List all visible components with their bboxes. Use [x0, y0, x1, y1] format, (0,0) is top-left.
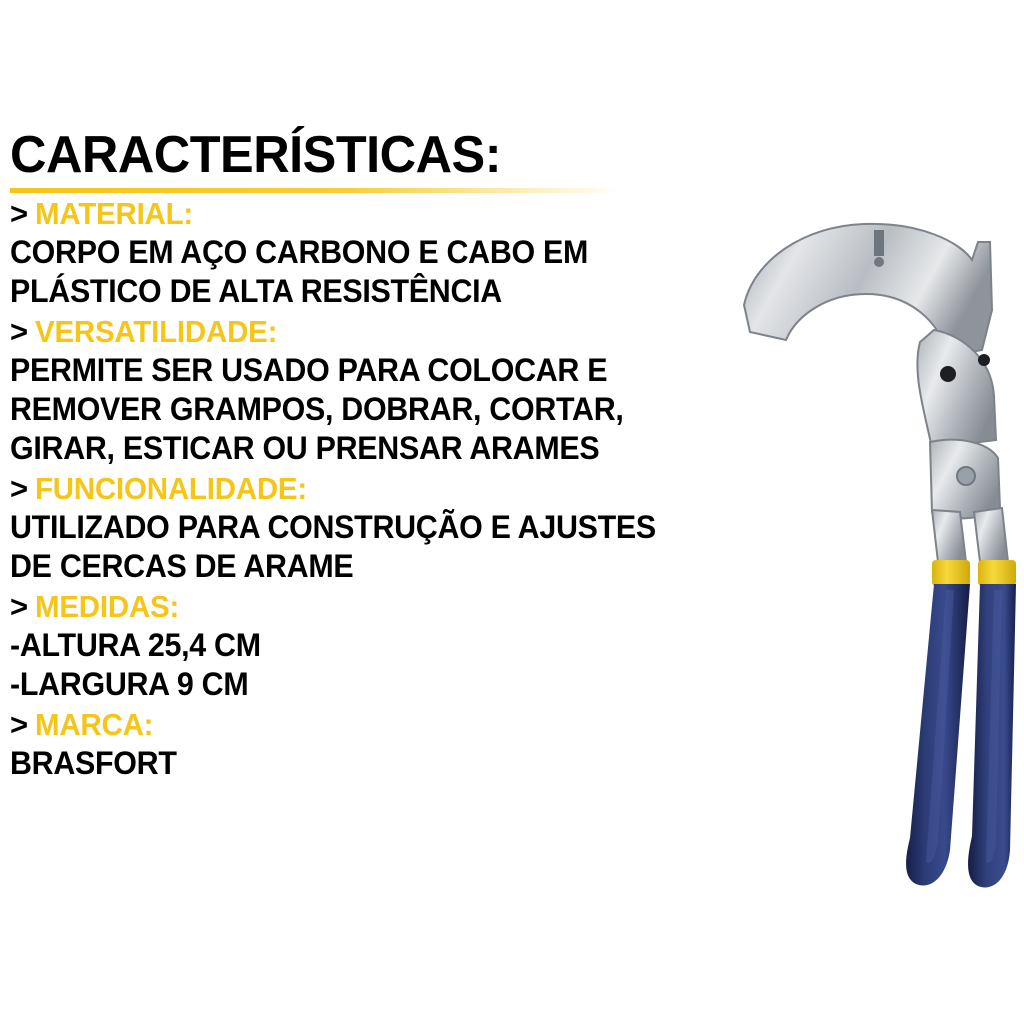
spec-text-line: CORPO EM AÇO CARBONO E CABO EM — [10, 234, 589, 270]
spec-label-marca: MARCA: — [35, 707, 154, 742]
spec-text-line: DE CERCAS DE ARAME — [10, 548, 354, 584]
spec-label-versatilidade: VERSATILIDADE: — [35, 314, 278, 349]
jaw-hole-left — [940, 366, 956, 382]
spec-label-row — [10, 195, 800, 233]
pivot-rivet — [957, 467, 975, 485]
spec-text-line: REMOVER GRAMPOS, DOBRAR, CORTAR, — [10, 391, 624, 427]
spec-text-line: PERMITE SER USADO PARA COLOCAR E — [10, 352, 608, 388]
spec-label-row — [10, 313, 800, 351]
specifications-panel — [10, 126, 800, 783]
spec-label-row — [10, 588, 800, 626]
spec-group-medidas — [10, 588, 800, 704]
right-yellow-band — [978, 560, 1016, 586]
spec-text-line: -ALTURA 25,4 CM — [10, 627, 261, 663]
chevron-right-icon: > — [10, 707, 29, 742]
spec-label-row — [10, 706, 800, 744]
claw-hole — [874, 257, 884, 267]
spec-group-funcionalidade — [10, 470, 800, 586]
right-shank — [974, 508, 1008, 562]
spec-group-versatilidade — [10, 313, 800, 468]
spec-label-material: MATERIAL: — [35, 196, 194, 231]
left-shank — [932, 510, 966, 562]
spec-text-line: PLÁSTICO DE ALTA RESISTÊNCIA — [10, 273, 502, 309]
spec-label-row — [10, 470, 800, 508]
spec-label-funcionalidade: FUNCIONALIDADE: — [35, 471, 308, 506]
spec-text-line: BRASFORT — [10, 745, 177, 781]
page-title: CARACTERÍSTICAS: — [10, 126, 502, 184]
claw-slot — [874, 230, 884, 256]
spec-text-line: -LARGURA 9 CM — [10, 666, 249, 702]
spec-text-line: UTILIZADO PARA CONSTRUÇÃO E AJUSTES — [10, 509, 656, 545]
fencing-pliers-photo — [734, 190, 1024, 910]
left-yellow-band — [932, 560, 970, 586]
spec-group-marca — [10, 706, 800, 783]
upper-jaw — [917, 330, 996, 448]
chevron-right-icon: > — [10, 196, 29, 231]
chevron-right-icon: > — [10, 471, 29, 506]
jaw-hole-right — [978, 354, 990, 366]
chevron-right-icon: > — [10, 314, 29, 349]
spec-label-medidas: MEDIDAS: — [35, 589, 180, 624]
spec-group-material — [10, 195, 800, 311]
spec-text-line: GIRAR, ESTICAR OU PRENSAR ARAMES — [10, 430, 600, 466]
chevron-right-icon: > — [10, 589, 29, 624]
title-underline-rule — [10, 188, 620, 193]
